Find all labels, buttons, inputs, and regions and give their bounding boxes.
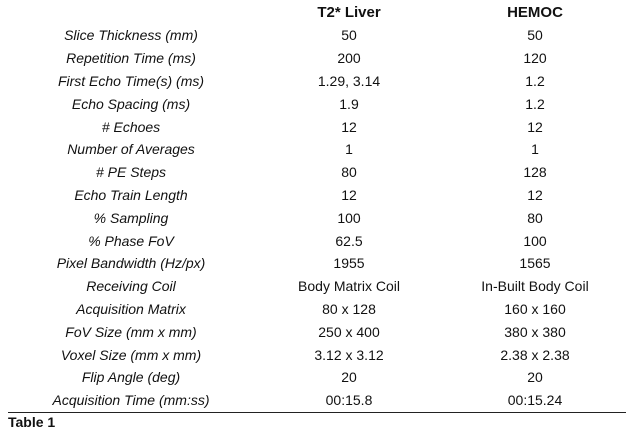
row-label: % Phase FoV	[88, 232, 174, 249]
row-label: Acquisition Matrix	[76, 300, 186, 317]
hemoc-value: 160 x 160	[504, 300, 566, 317]
table-row	[8, 92, 626, 115]
hemoc-value: 100	[523, 232, 547, 249]
t2-liver-value: 80 x 128	[322, 300, 376, 317]
table-row	[8, 298, 626, 321]
hemoc-value: 1.2	[525, 95, 545, 112]
t2-liver-value: 1	[345, 141, 353, 158]
parameters-table	[8, 0, 626, 413]
row-label: Echo Spacing (ms)	[71, 95, 191, 112]
t2-liver-value: Body Matrix Coil	[298, 278, 400, 295]
table-row	[8, 70, 626, 93]
row-label: FoV Size (mm x mm)	[65, 323, 197, 340]
table-row	[8, 184, 626, 207]
hemoc-value: 120	[523, 50, 547, 67]
table-row	[8, 24, 626, 47]
hemoc-value: 80	[527, 209, 543, 226]
row-label: Repetition Time (ms)	[66, 50, 196, 67]
row-label: Echo Train Length	[74, 186, 188, 203]
t2-liver-value: 20	[341, 369, 357, 386]
table-row	[8, 389, 626, 412]
hemoc-value: 2.38 x 2.38	[500, 346, 570, 363]
header-row	[8, 0, 626, 24]
hemoc-value: 50	[527, 27, 543, 44]
t2-liver-value: 250 x 400	[318, 323, 380, 340]
hemoc-value: 20	[527, 369, 543, 386]
t2-liver-value: 100	[337, 209, 361, 226]
t2-liver-value: 3.12 x 3.12	[314, 346, 384, 363]
row-label: Voxel Size (mm x mm)	[60, 346, 202, 363]
hemoc-value: 12	[527, 186, 543, 203]
t2-liver-value: 1.9	[339, 95, 359, 112]
table-row	[8, 320, 626, 343]
row-label: Number of Averages	[67, 141, 195, 158]
hemoc-value: 380 x 380	[504, 323, 566, 340]
header-t2-liver: T2* Liver	[317, 3, 381, 21]
row-label: Slice Thickness (mm)	[64, 27, 198, 44]
hemoc-value: In-Built Body Coil	[481, 278, 589, 295]
row-label: Pixel Bandwidth (Hz/px)	[56, 255, 206, 272]
t2-liver-value: 12	[341, 186, 357, 203]
t2-liver-value: 80	[341, 164, 357, 181]
row-label: # Echoes	[101, 118, 161, 135]
header-parameter	[8, 0, 254, 24]
hemoc-value: 12	[527, 118, 543, 135]
table-row	[8, 47, 626, 70]
hemoc-value: 1	[531, 141, 539, 158]
t2-liver-value: 00:15.8	[254, 389, 444, 412]
table-row	[8, 115, 626, 138]
table-row	[8, 252, 626, 275]
table-row	[8, 138, 626, 161]
t2-liver-value: 62.5	[335, 232, 363, 249]
table-row	[8, 229, 626, 252]
t2-liver-value: 1955	[333, 255, 365, 272]
table-row	[8, 343, 626, 366]
t2-liver-value: 50	[341, 27, 357, 44]
t2-liver-value: 12	[341, 118, 357, 135]
row-label: Receiving Coil	[86, 278, 176, 295]
row-label: First Echo Time(s) (ms)	[57, 72, 205, 89]
hemoc-value: 128	[523, 164, 547, 181]
hemoc-value: 1.2	[525, 72, 545, 89]
t2-liver-value: 1.29, 3.14	[317, 72, 381, 89]
table-row	[8, 206, 626, 229]
row-label: Flip Angle (deg)	[81, 369, 181, 386]
t2-liver-value: 200	[337, 50, 361, 67]
table-row	[8, 366, 626, 389]
table-caption: Table 1	[8, 414, 56, 430]
row-label: % Sampling	[93, 209, 169, 226]
hemoc-value: 00:15.24	[444, 389, 626, 412]
table-row	[8, 275, 626, 298]
table-row	[8, 161, 626, 184]
row-label: Acquisition Time (mm:ss)	[8, 389, 254, 412]
row-label: # PE Steps	[95, 164, 167, 181]
header-hemoc: HEMOC	[507, 3, 563, 21]
hemoc-value: 1565	[519, 255, 551, 272]
